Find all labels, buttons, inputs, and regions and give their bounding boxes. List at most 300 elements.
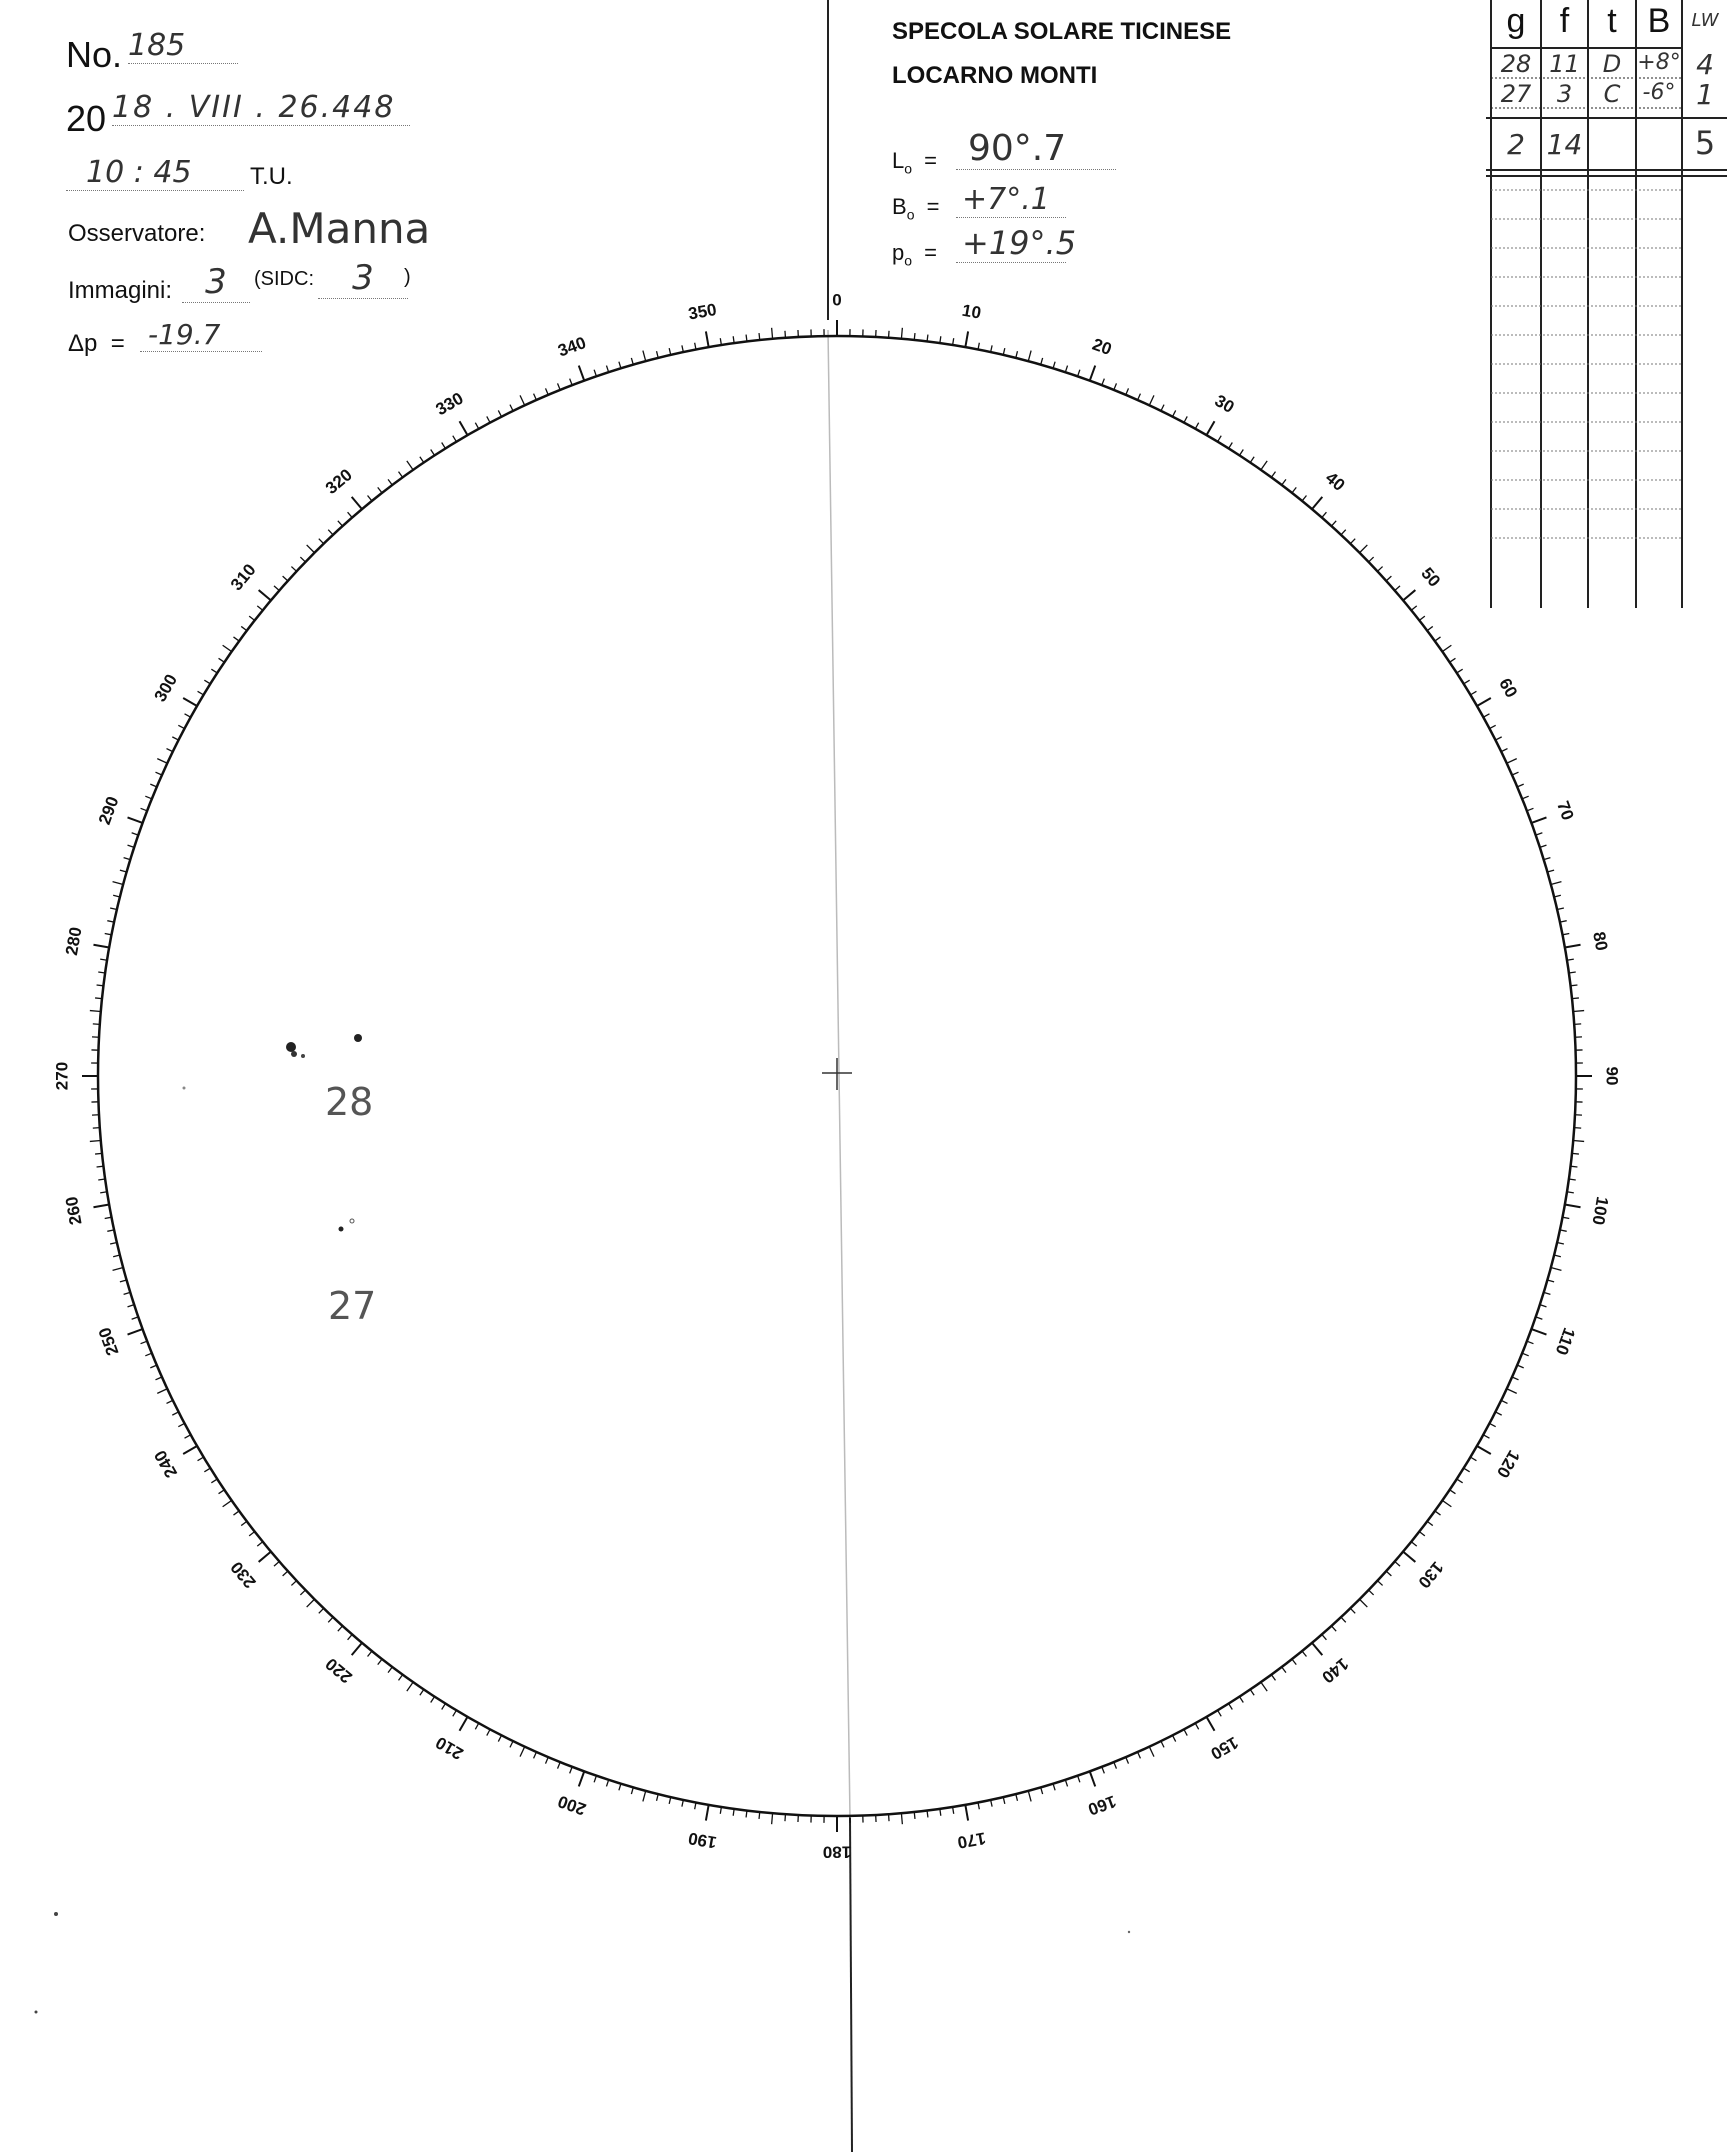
angle-tick bbox=[1149, 395, 1154, 405]
angle-tick bbox=[1369, 1590, 1374, 1595]
angle-tick bbox=[183, 1446, 197, 1454]
angle-tick bbox=[1207, 421, 1215, 435]
angle-label-90: 90 bbox=[1602, 1066, 1622, 1086]
angle-tick bbox=[534, 394, 537, 400]
angle-tick bbox=[1457, 669, 1463, 673]
angle-tick bbox=[1531, 1329, 1546, 1334]
row1-b: +8° bbox=[1637, 50, 1681, 75]
angle-tick bbox=[1570, 985, 1577, 986]
angle-tick bbox=[95, 998, 102, 999]
angle-tick bbox=[442, 443, 446, 449]
totals-f: 14 bbox=[1546, 128, 1583, 161]
angle-tick bbox=[1161, 405, 1164, 411]
angle-tick bbox=[1282, 479, 1286, 485]
totals-g: 2 bbox=[1507, 128, 1525, 161]
angle-tick bbox=[1570, 1166, 1577, 1167]
images-value: 3 bbox=[182, 262, 250, 303]
angle-tick bbox=[241, 626, 247, 630]
angle-label-350: 350 bbox=[686, 299, 719, 324]
angle-tick bbox=[141, 808, 148, 811]
scan-speck bbox=[54, 1912, 58, 1916]
angle-tick bbox=[1536, 833, 1543, 835]
angle-tick bbox=[1102, 379, 1105, 386]
angle-tick bbox=[219, 1490, 225, 1494]
time-value: 10 : 45 bbox=[66, 155, 244, 191]
angle-tick bbox=[223, 645, 232, 651]
angle-tick bbox=[1161, 1741, 1164, 1747]
row2-b: -6° bbox=[1642, 80, 1676, 105]
angle-label-190: 190 bbox=[686, 1828, 719, 1853]
angle-tick bbox=[185, 1435, 191, 1438]
angle-tick bbox=[90, 1140, 101, 1141]
scan-speck bbox=[1128, 1931, 1130, 1933]
angle-tick bbox=[1149, 1747, 1154, 1757]
angle-tick bbox=[172, 1412, 178, 1415]
angle-label-250: 250 bbox=[94, 1324, 123, 1358]
angle-tick bbox=[594, 370, 596, 377]
angle-tick bbox=[198, 1457, 204, 1461]
sunspot bbox=[286, 1042, 296, 1052]
angle-tick bbox=[97, 1166, 104, 1167]
angle-label-120: 120 bbox=[1492, 1446, 1524, 1482]
angle-label-270: 270 bbox=[52, 1061, 72, 1091]
angle-tick bbox=[241, 1521, 247, 1525]
angle-tick bbox=[211, 1479, 217, 1483]
angle-label-330: 330 bbox=[432, 388, 467, 420]
angle-tick bbox=[1184, 416, 1187, 422]
row2-f: 3 bbox=[1556, 80, 1573, 108]
angle-label-130: 130 bbox=[1414, 1557, 1448, 1592]
angle-tick bbox=[1322, 512, 1327, 517]
angle-label-230: 230 bbox=[226, 1557, 260, 1592]
row1-t: D bbox=[1602, 50, 1622, 78]
dp-value: -19.7 bbox=[140, 318, 262, 352]
angle-tick bbox=[558, 383, 561, 389]
angle-tick bbox=[498, 410, 501, 416]
angle-tick bbox=[453, 1710, 457, 1716]
p0-letter: p bbox=[892, 240, 905, 265]
angle-tick bbox=[307, 545, 315, 553]
B0-sub: o bbox=[906, 206, 915, 223]
angle-tick bbox=[1229, 1704, 1233, 1710]
number-value: 185 bbox=[128, 28, 238, 64]
angle-tick bbox=[257, 1542, 262, 1546]
angle-tick bbox=[1218, 1710, 1222, 1716]
angle-tick bbox=[150, 1365, 156, 1368]
angle-tick bbox=[1507, 1389, 1517, 1394]
angle-tick bbox=[1483, 714, 1489, 717]
angle-tick bbox=[759, 333, 760, 340]
angle-tick bbox=[157, 1389, 167, 1394]
central-meridian-bottom bbox=[850, 1818, 852, 2152]
angle-tick bbox=[1507, 759, 1517, 764]
angle-tick bbox=[772, 1813, 773, 1824]
angle-tick bbox=[233, 637, 239, 641]
data-table-dotted-rows bbox=[1491, 190, 1682, 538]
angle-tick bbox=[1114, 383, 1117, 389]
angle-tick bbox=[145, 796, 151, 799]
angle-tick bbox=[453, 436, 457, 442]
angle-tick bbox=[352, 1643, 362, 1655]
angle-tick bbox=[378, 487, 382, 493]
angle-tick bbox=[128, 1329, 143, 1334]
angle-tick bbox=[487, 1729, 490, 1735]
angle-tick bbox=[319, 539, 324, 544]
angle-tick bbox=[460, 421, 468, 435]
angle-tick bbox=[1078, 370, 1080, 377]
angle-tick bbox=[1041, 358, 1043, 365]
angle-tick bbox=[388, 1667, 392, 1673]
angle-tick bbox=[520, 1747, 525, 1757]
angle-tick bbox=[291, 1581, 296, 1586]
angle-tick bbox=[1041, 1787, 1043, 1794]
angle-tick bbox=[1470, 691, 1476, 695]
angle-tick bbox=[579, 366, 584, 381]
angle-tick bbox=[388, 479, 392, 485]
scan-speck bbox=[35, 2011, 38, 2014]
angle-tick bbox=[1522, 796, 1528, 799]
angle-label-80: 80 bbox=[1589, 930, 1612, 953]
angle-tick bbox=[1411, 606, 1416, 610]
angle-tick bbox=[1184, 1729, 1187, 1735]
angle-tick bbox=[1464, 1468, 1470, 1472]
angle-tick bbox=[178, 1423, 184, 1426]
angle-label-160: 160 bbox=[1085, 1791, 1119, 1819]
angle-tick bbox=[594, 1776, 596, 1783]
angle-tick bbox=[1450, 658, 1456, 662]
angle-tick bbox=[1495, 1412, 1501, 1415]
angle-label-200: 200 bbox=[555, 1791, 589, 1819]
angle-tick bbox=[1341, 1617, 1346, 1622]
number-label: No. bbox=[66, 34, 123, 75]
angle-tick bbox=[93, 945, 109, 948]
angle-tick bbox=[185, 714, 191, 717]
angle-tick bbox=[475, 1723, 478, 1729]
angle-tick bbox=[1536, 1317, 1543, 1319]
angle-tick bbox=[631, 1787, 633, 1794]
angle-tick bbox=[249, 1532, 255, 1536]
angle-tick bbox=[1386, 1571, 1391, 1576]
sunspot bbox=[339, 1227, 344, 1232]
angle-tick bbox=[420, 1689, 424, 1695]
angle-tick bbox=[772, 328, 773, 339]
angle-tick bbox=[407, 1682, 413, 1691]
angle-tick bbox=[166, 1400, 172, 1403]
angle-label-340: 340 bbox=[555, 333, 589, 361]
angle-label-10: 10 bbox=[960, 300, 983, 323]
angle-tick bbox=[631, 358, 633, 365]
angle-tick bbox=[1522, 1353, 1528, 1356]
angle-tick bbox=[211, 669, 217, 673]
angle-tick bbox=[132, 1317, 139, 1319]
angle-tick bbox=[1427, 1521, 1433, 1525]
angle-tick bbox=[166, 749, 172, 752]
row2-lw: 1 bbox=[1696, 78, 1714, 111]
angle-tick bbox=[150, 784, 156, 787]
angle-tick bbox=[113, 882, 124, 885]
angle-tick bbox=[283, 576, 288, 581]
angle-tick bbox=[1250, 1689, 1254, 1695]
angle-tick bbox=[319, 1608, 324, 1613]
angle-tick bbox=[1477, 1446, 1491, 1454]
angle-tick bbox=[113, 1268, 124, 1271]
images-label: Immagini: bbox=[68, 277, 173, 304]
L0-letter: L bbox=[892, 148, 905, 173]
angle-tick bbox=[219, 658, 225, 662]
sunspot-group-27 bbox=[339, 1219, 355, 1232]
angle-tick bbox=[1547, 870, 1554, 872]
angle-label-110: 110 bbox=[1551, 1325, 1579, 1358]
angle-tick bbox=[1489, 1423, 1495, 1426]
L0-eq: = bbox=[924, 148, 938, 173]
angle-tick bbox=[1512, 772, 1518, 775]
angle-tick bbox=[1102, 1767, 1105, 1774]
angle-tick bbox=[368, 1651, 372, 1656]
angle-tick bbox=[1322, 1634, 1327, 1639]
angle-tick bbox=[706, 331, 709, 347]
angle-tick bbox=[204, 680, 210, 684]
angle-tick bbox=[1517, 1365, 1523, 1368]
angle-label-210: 210 bbox=[432, 1732, 467, 1764]
angle-tick bbox=[1292, 487, 1296, 493]
angle-tick bbox=[338, 521, 343, 526]
angle-tick bbox=[1114, 1762, 1117, 1768]
angle-tick bbox=[1138, 394, 1141, 400]
angle-tick bbox=[914, 1812, 915, 1819]
angle-tick bbox=[1442, 645, 1451, 651]
angle-tick bbox=[1207, 1717, 1215, 1731]
angle-tick bbox=[172, 737, 178, 740]
sunspot bbox=[183, 1087, 186, 1090]
angle-tick bbox=[1292, 1659, 1296, 1665]
angle-tick bbox=[570, 379, 573, 386]
angle-label-280: 280 bbox=[61, 925, 86, 957]
angle-tick bbox=[300, 1590, 305, 1595]
angle-tick bbox=[901, 1813, 902, 1824]
angle-tick bbox=[1312, 497, 1322, 509]
angle-tick bbox=[1419, 1532, 1425, 1536]
angle-tick bbox=[1126, 1757, 1129, 1763]
table-header-g: g bbox=[1506, 2, 1526, 40]
angle-tick bbox=[1360, 545, 1368, 553]
angle-label-320: 320 bbox=[321, 465, 356, 498]
angle-tick bbox=[145, 1353, 151, 1356]
sunspot bbox=[301, 1054, 305, 1058]
angle-tick bbox=[128, 817, 143, 822]
angle-tick bbox=[901, 328, 902, 339]
angle-tick bbox=[233, 1511, 239, 1515]
angle-tick bbox=[1573, 1011, 1584, 1012]
angle-tick bbox=[579, 1771, 584, 1786]
angle-tick bbox=[399, 472, 403, 478]
angle-tick bbox=[965, 1805, 968, 1821]
angle-tick bbox=[378, 1659, 382, 1665]
B0-eq: = bbox=[926, 194, 940, 219]
angle-tick bbox=[1090, 366, 1095, 381]
angle-tick bbox=[198, 691, 204, 695]
row2-t: C bbox=[1603, 80, 1621, 108]
L0-sub: o bbox=[904, 160, 913, 177]
angle-tick bbox=[558, 1762, 561, 1768]
angle-tick bbox=[475, 423, 478, 429]
time-unit: T.U. bbox=[250, 163, 293, 190]
angle-tick bbox=[1282, 1667, 1286, 1673]
angle-tick bbox=[1195, 1723, 1198, 1729]
angle-tick bbox=[1517, 784, 1523, 787]
angle-tick bbox=[1386, 576, 1391, 581]
angle-tick bbox=[746, 335, 747, 342]
totals-lw: 5 bbox=[1694, 124, 1716, 162]
angle-tick bbox=[706, 1805, 709, 1821]
angle-tick bbox=[1483, 1435, 1489, 1438]
angle-tick bbox=[352, 497, 362, 509]
sidc-label: (SIDC: bbox=[254, 268, 314, 290]
angle-tick bbox=[1512, 1377, 1518, 1380]
angle-tick bbox=[1229, 443, 1233, 449]
row2-g: 27 bbox=[1500, 80, 1532, 108]
sidc-close: ) bbox=[404, 266, 411, 288]
angle-tick bbox=[155, 1377, 161, 1380]
angle-tick bbox=[328, 530, 333, 535]
angle-tick bbox=[1495, 737, 1501, 740]
angle-tick bbox=[1250, 457, 1254, 463]
angle-tick bbox=[1435, 1511, 1441, 1515]
angle-tick bbox=[1302, 495, 1306, 500]
angle-tick bbox=[927, 1810, 928, 1817]
angle-tick bbox=[1138, 1752, 1141, 1758]
dp-label: Δp = bbox=[68, 330, 125, 357]
angle-tick bbox=[1172, 410, 1175, 416]
angle-tick bbox=[1565, 945, 1581, 948]
angle-tick bbox=[223, 1500, 232, 1506]
angle-tick bbox=[157, 759, 167, 764]
angle-tick bbox=[1195, 423, 1198, 429]
angle-tick bbox=[460, 1717, 468, 1731]
angle-tick bbox=[1350, 539, 1355, 544]
angle-tick bbox=[1350, 1608, 1355, 1613]
angle-tick bbox=[120, 1280, 127, 1282]
angle-tick bbox=[1565, 1204, 1581, 1207]
observatory-location: LOCARNO MONTI bbox=[892, 62, 1098, 89]
angle-tick bbox=[1271, 1675, 1275, 1681]
angle-label-100: 100 bbox=[1588, 1195, 1613, 1227]
angle-tick bbox=[1573, 1140, 1584, 1141]
angle-tick bbox=[368, 495, 372, 500]
sunspot bbox=[350, 1219, 354, 1223]
angle-tick bbox=[120, 870, 127, 872]
angle-tick bbox=[546, 1757, 549, 1763]
angle-tick bbox=[1218, 436, 1222, 442]
angle-tick bbox=[1271, 472, 1275, 478]
angle-tick bbox=[1470, 1457, 1476, 1461]
angle-tick bbox=[534, 1752, 537, 1758]
angle-tick bbox=[1527, 1341, 1534, 1344]
angle-tick bbox=[510, 1741, 513, 1747]
angle-tick bbox=[1312, 1643, 1322, 1655]
angle-label-220: 220 bbox=[321, 1654, 356, 1687]
angle-tick bbox=[1457, 1479, 1463, 1483]
angle-tick bbox=[1302, 1651, 1306, 1656]
angle-tick bbox=[643, 1791, 646, 1802]
angle-tick bbox=[1360, 1599, 1368, 1607]
L0-value: 90°.7 bbox=[956, 128, 1116, 170]
angle-tick bbox=[1501, 749, 1507, 752]
angle-tick bbox=[1341, 530, 1346, 535]
angle-tick bbox=[1411, 1542, 1416, 1546]
angle-label-300: 300 bbox=[150, 670, 182, 706]
angle-tick bbox=[1377, 567, 1382, 572]
B0-value: +7°.1 bbox=[956, 182, 1066, 218]
angle-tick bbox=[399, 1675, 403, 1681]
angle-tick bbox=[1527, 808, 1534, 811]
angle-tick bbox=[93, 1204, 109, 1207]
angle-tick bbox=[1395, 1561, 1400, 1566]
p0-sub: o bbox=[904, 252, 913, 269]
angle-tick bbox=[132, 833, 139, 835]
angle-tick bbox=[1090, 1771, 1095, 1786]
p0-value: +19°.5 bbox=[956, 224, 1066, 263]
angle-tick bbox=[183, 698, 197, 706]
angle-tick bbox=[90, 1011, 101, 1012]
sunspot bbox=[354, 1034, 362, 1042]
table-header-b: B bbox=[1647, 2, 1671, 40]
angle-tick bbox=[420, 457, 424, 463]
angle-tick bbox=[1419, 616, 1425, 620]
angle-label-50: 50 bbox=[1417, 563, 1445, 591]
angle-label-310: 310 bbox=[226, 560, 260, 595]
angle-tick bbox=[1501, 1400, 1507, 1403]
angle-tick bbox=[1172, 1735, 1175, 1741]
angle-label-260: 260 bbox=[61, 1195, 86, 1227]
angle-tick bbox=[1331, 1626, 1336, 1631]
angle-tick bbox=[1239, 1697, 1243, 1703]
angle-tick bbox=[927, 335, 928, 342]
angle-tick bbox=[1369, 557, 1374, 562]
table-header-lw: LW bbox=[1691, 10, 1719, 31]
angle-tick bbox=[178, 725, 184, 728]
angle-tick bbox=[249, 616, 255, 620]
angle-tick bbox=[1442, 1500, 1451, 1506]
angle-tick bbox=[338, 1626, 343, 1631]
angle-tick bbox=[1450, 1490, 1456, 1494]
angle-tick bbox=[1028, 351, 1031, 362]
group-label-28: 28 bbox=[325, 1080, 374, 1124]
angle-tick bbox=[97, 985, 104, 986]
angle-label-140: 140 bbox=[1318, 1654, 1353, 1687]
angle-tick bbox=[141, 1341, 148, 1344]
group-label-27: 27 bbox=[328, 1284, 377, 1328]
angle-tick bbox=[95, 1153, 102, 1154]
angle-tick bbox=[510, 405, 513, 411]
angle-label-0: 0 bbox=[832, 290, 842, 310]
angle-tick bbox=[348, 512, 353, 517]
angle-tick bbox=[283, 1571, 288, 1576]
angle-tick bbox=[965, 331, 968, 347]
angle-tick bbox=[1464, 680, 1470, 684]
angle-tick bbox=[1435, 637, 1441, 641]
angle-tick bbox=[1331, 521, 1336, 526]
angle-tick bbox=[759, 1812, 760, 1819]
angle-tick bbox=[914, 333, 915, 340]
central-meridian bbox=[828, 330, 850, 1818]
angle-label-70: 70 bbox=[1553, 798, 1578, 823]
angle-tick bbox=[155, 772, 161, 775]
angle-tick bbox=[1078, 1776, 1080, 1783]
angle-tick bbox=[1489, 725, 1495, 728]
observer-label: Osservatore: bbox=[68, 220, 206, 247]
angle-tick bbox=[1551, 882, 1562, 885]
angle-tick bbox=[431, 450, 435, 456]
